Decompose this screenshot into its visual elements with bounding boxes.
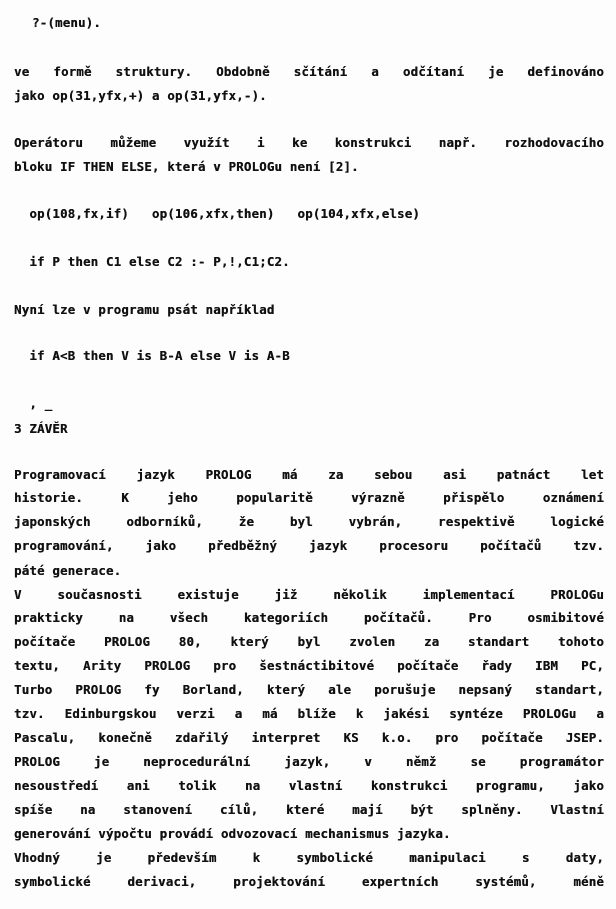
if-definition-line: if P then C1 else C2 :- P,!,C1;C2. bbox=[14, 254, 290, 269]
text-line: textu, Arity PROLOG pro šestnáctibitové počítače řady IBM PC, bbox=[14, 658, 604, 673]
text-line: Nyní lze v programu psát například bbox=[14, 302, 275, 317]
text-line: Programovací jazyk PROLOG má za sebou asi patnáct let bbox=[14, 467, 604, 482]
text-line: nesoustředí ani tolik na vlastní konstrukci programu, jako bbox=[14, 778, 604, 793]
text-line: historie. K jeho popularitě výrazně přispělo oznámení bbox=[14, 490, 604, 505]
text-line: V současnosti existuje již několik implementací PROLOGu bbox=[14, 587, 604, 602]
example-code-line: if A<B then V is B-A else V is A-B bbox=[14, 348, 290, 363]
text-line: prakticky na všech kategoriích počítačů. Pro osmibitové bbox=[14, 610, 604, 625]
text-line: bloku IF THEN ELSE, která v PROLOGu není [2]. bbox=[14, 159, 359, 174]
text-line: ve formě struktury. Obdobně sčítání a odčítaní je definováno bbox=[14, 64, 604, 79]
text-line: japonských odborníků, že byl vybrán, respektivě logické bbox=[14, 514, 604, 529]
section-heading: 3 ZÁVĚR bbox=[14, 421, 68, 436]
text-line: spíše na stanovení cílů, které mají být splněny. Vlastní bbox=[14, 802, 604, 817]
text-line: Vhodný je především k symbolické manipulaci s daty, bbox=[14, 850, 604, 865]
text-line: Pascalu, konečně zdařilý interpret KS k.o. pro počítače JSEP. bbox=[14, 730, 604, 745]
text-line: generování výpočtu provádí odvozovací mechanismus jazyka. bbox=[14, 826, 451, 841]
op-declarations-line: op(108,fx,if) op(106,xfx,then) op(104,xfx,else) bbox=[14, 206, 420, 221]
text-line: symbolické derivaci, projektování expertních systémů, méně bbox=[14, 874, 604, 889]
text-line: tzv. Edinburgskou verzi a má blíže k jakési syntéze PROLOGu a bbox=[14, 706, 604, 721]
text-line: programování, jako předběžný jazyk procesoru počítačů tzv. bbox=[14, 538, 604, 553]
text-line: páté generace. bbox=[14, 563, 122, 578]
text-line: počítače PROLOG 80, který byl zvolen za standart tohoto bbox=[14, 634, 604, 649]
text-line: Operátoru můžeme využít i ke konstrukci např. rozhodovacího bbox=[14, 135, 604, 150]
stray-mark: , _ bbox=[14, 396, 53, 411]
code-menu-line: ?-(menu). bbox=[32, 15, 101, 30]
text-line: Turbo PROLOG fy Borland, který ale porušuje nepsaný standart, bbox=[14, 682, 604, 697]
text-line: jako op(31,yfx,+) a op(31,yfx,-). bbox=[14, 88, 267, 103]
text-line: PROLOG je neprocedurální jazyk, v němž se programátor bbox=[14, 754, 604, 769]
